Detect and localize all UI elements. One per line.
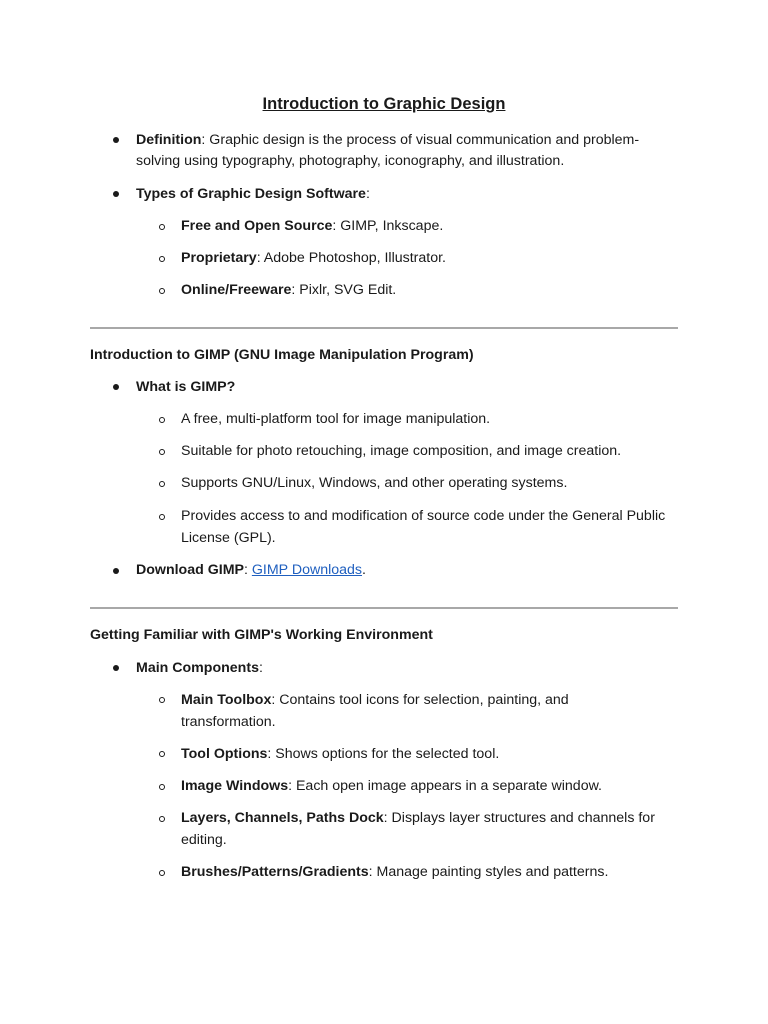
list-item xyxy=(181,862,608,883)
circle-bullet-icon xyxy=(159,288,165,294)
horizontal-divider xyxy=(90,607,678,609)
bullet-icon xyxy=(113,665,119,671)
download-colon: : xyxy=(243,562,252,578)
list-item xyxy=(181,280,396,301)
download-end: . xyxy=(362,562,366,578)
circle-bullet-icon xyxy=(159,751,165,757)
page-title: Introduction to Graphic Design xyxy=(262,95,506,113)
section-heading-environment: Getting Familiar with GIMP's Working Environment xyxy=(90,627,433,643)
circle-bullet-icon xyxy=(159,417,165,423)
list-item: Provides access to and modification of source code under the General Public xyxy=(181,508,666,524)
types-line xyxy=(136,184,370,205)
horizontal-divider xyxy=(90,327,678,329)
download-line xyxy=(136,560,366,581)
list-item-text: : Each open image appears in a separate window. xyxy=(288,778,602,794)
list-item-label: Layers, Channels, Paths Dock xyxy=(181,810,384,826)
list-item xyxy=(181,776,602,797)
bullet-icon xyxy=(113,384,119,390)
list-item-text: : Adobe Photoshop, Illustrator. xyxy=(256,250,446,266)
list-item-text: : Displays layer structures and channels for xyxy=(383,810,655,826)
circle-bullet-icon xyxy=(159,224,165,230)
list-item xyxy=(181,248,446,269)
definition-line-2: solving using typography, photography, iconography, and illustration. xyxy=(136,153,565,169)
main-components-line xyxy=(136,658,263,679)
circle-bullet-icon xyxy=(159,870,165,876)
list-item xyxy=(181,744,499,765)
what-is-gimp-label: What is GIMP? xyxy=(136,379,236,395)
bullet-icon xyxy=(113,568,119,574)
list-item-label: Image Windows xyxy=(181,778,289,794)
bullet-icon xyxy=(113,191,119,197)
definition-label: Definition xyxy=(136,132,202,148)
circle-bullet-icon xyxy=(159,697,165,703)
main-components-label: Main Components xyxy=(136,660,259,676)
circle-bullet-icon xyxy=(159,784,165,790)
main-components-colon: : xyxy=(258,660,263,676)
circle-bullet-icon xyxy=(159,816,165,822)
gimp-downloads-link[interactable]: GIMP Downloads xyxy=(251,562,363,578)
circle-bullet-icon xyxy=(159,481,165,487)
list-item-text: : Contains tool icons for selection, painting, and xyxy=(271,692,569,708)
list-item: A free, multi-platform tool for image manipulation. xyxy=(181,411,491,427)
circle-bullet-icon xyxy=(159,449,165,455)
list-item-continued: editing. xyxy=(181,832,227,848)
download-label: Download GIMP xyxy=(136,562,244,578)
list-item xyxy=(181,216,443,237)
types-colon: : xyxy=(365,186,370,202)
list-item-continued: License (GPL). xyxy=(181,530,276,546)
list-item xyxy=(181,690,569,711)
definition-text: : Graphic design is the process of visual communication and problem- xyxy=(201,132,640,148)
list-item-text: : GIMP, Inkscape. xyxy=(332,218,444,234)
list-item-text: : Manage painting styles and patterns. xyxy=(368,864,609,880)
section-heading-gimp: Introduction to GIMP (GNU Image Manipulation Program) xyxy=(90,347,474,363)
circle-bullet-icon xyxy=(159,514,165,520)
list-item-label: Tool Options xyxy=(181,746,268,762)
list-item-label: Free and Open Source xyxy=(181,218,333,234)
circle-bullet-icon xyxy=(159,256,165,262)
list-item-text: : Pixlr, SVG Edit. xyxy=(291,282,397,298)
definition-line-1 xyxy=(136,130,639,151)
list-item: Suitable for photo retouching, image composition, and image creation. xyxy=(181,443,622,459)
list-item xyxy=(181,808,655,829)
list-item: Supports GNU/Linux, Windows, and other operating systems. xyxy=(181,475,568,491)
list-item-label: Proprietary xyxy=(181,250,257,266)
bullet-icon xyxy=(113,137,119,143)
list-item-label: Brushes/Patterns/Gradients xyxy=(181,864,369,880)
list-item-text: : Shows options for the selected tool. xyxy=(267,746,500,762)
types-label: Types of Graphic Design Software xyxy=(136,186,366,202)
list-item-continued: transformation. xyxy=(181,714,276,730)
list-item-label: Main Toolbox xyxy=(181,692,272,708)
list-item-label: Online/Freeware xyxy=(181,282,292,298)
